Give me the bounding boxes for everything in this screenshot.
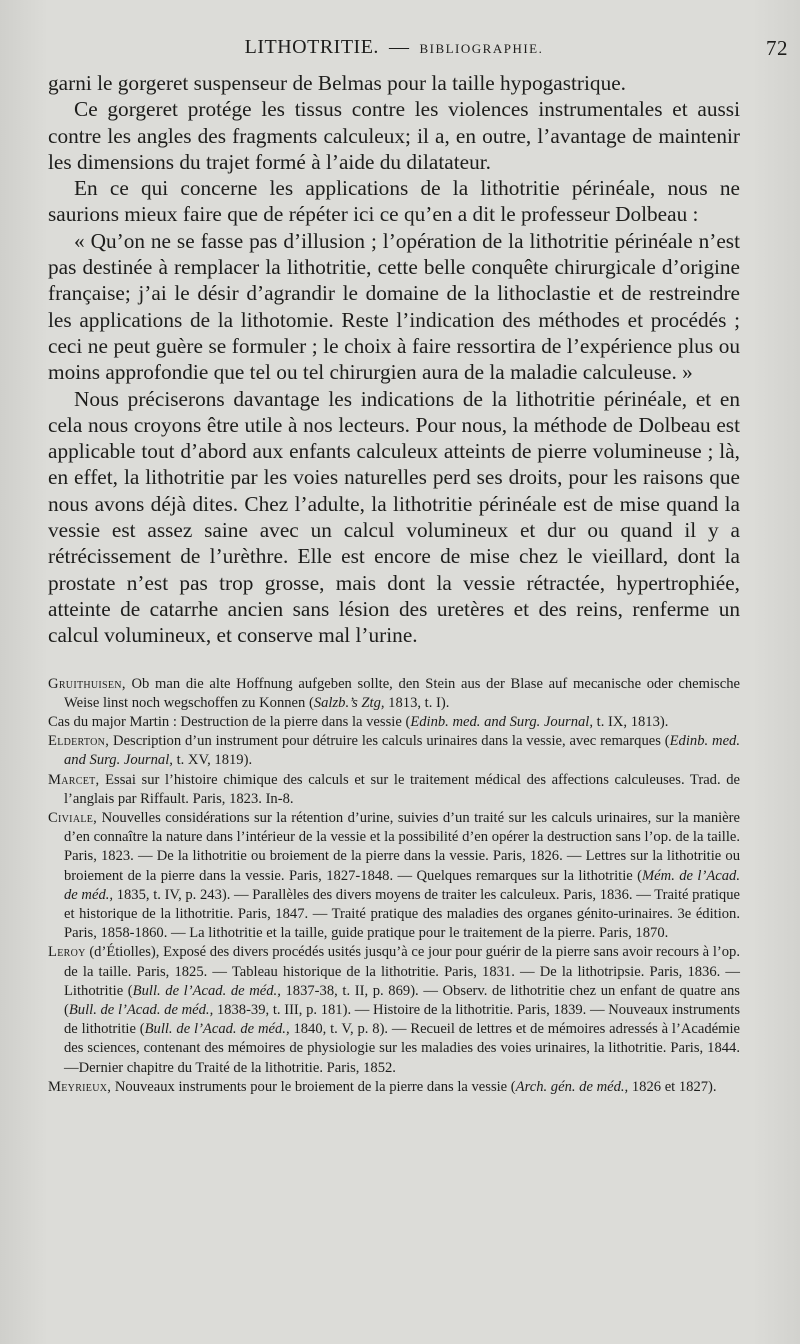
- entry-journal-title: Edinb. med. and Surg. Journal,: [410, 713, 593, 730]
- entry-text: t. XV, 1819).: [172, 752, 253, 769]
- entry-text: 1813, t. I).: [384, 694, 450, 711]
- bibliography-entry: [48, 1078, 740, 1097]
- entry-text: 1840, t. V, p. 8). — Recueil de lettres et de mémoires adressés à l’Académie des sciences, contenant des mémoires de physiologie sur les maladies des voies urinaires, la lithotritie. Paris, 1844. —Dernier chapitre du Traité de la lithotritie. Paris, 1852.: [64, 1021, 740, 1076]
- bibliography-entry: [48, 732, 740, 770]
- bibliography-entry: [48, 675, 740, 713]
- entry-author: Marcet,: [48, 771, 100, 788]
- bibliography-list: [48, 675, 740, 1097]
- running-title: LITHOTRITIE.: [244, 36, 379, 58]
- entry-text: 1826 et 1827).: [628, 1078, 717, 1095]
- paragraph: Ce gorgeret protége les tissus contre les violences instrumentales et aussi contre les angles des fragments calculeux; il a, en outre, l’avantage de maintenir les dimensions du trajet formé à l’aide du dilatateur.: [48, 97, 740, 174]
- bibliography-entry: [48, 943, 740, 1077]
- entry-author: Meyrieux,: [48, 1078, 112, 1095]
- entry-author: Leroy: [48, 944, 86, 961]
- page-number: 72: [766, 36, 788, 60]
- entry-journal-title: Bull. de l’Acad. de méd.,: [144, 1021, 290, 1038]
- running-head: [48, 36, 788, 70]
- entry-journal-title: Salzb.’s Ztg,: [313, 694, 385, 711]
- entry-text: (d’Étiolles), Exposé des divers procédés usités jusqu’à ce jour pour guérir de la pierre sans avoir recours à l’op. de la taille. Paris, 1825. — Tableau historique de la lithotritie. Paris, 1831. — De la lithotripsie. Paris, 1836. — Lithotritie (: [64, 944, 740, 999]
- entry-text: 1835, t. IV, p. 243). — Parallèles des divers moyens de traiter les calculeux. Paris, 1836. — Traité pratique et historique de la lithotritie. Paris, 1847. — Traité pratique des maladies des organes génito-urinaires. 3e édition. Paris, 1858-1860. — La lithotritie et la taille, guide pratique pour le traitement de la pierre. Paris, 1870.: [64, 886, 740, 942]
- entry-text: 1837-38, t. II, p. 869). — Observ. de lithotritie chez un enfant de quatre ans (: [64, 982, 740, 1018]
- main-text: [48, 70, 740, 649]
- entry-author: Gruithuisen,: [48, 675, 126, 692]
- entry-journal-title: Bull. de l’Acad. de méd.,: [68, 1001, 214, 1018]
- bibliography-entry: [48, 771, 740, 809]
- entry-text: Description d’un instrument pour détruire les calculs urinaires dans la vessie, avec remarques (: [109, 733, 670, 750]
- running-dash: —: [388, 36, 410, 58]
- entry-text: 1838-39, t. III, p. 181). — Histoire de la lithotritie. Paris, 1839. — Nouveaux instruments de lithotritie (: [64, 1001, 740, 1038]
- entry-journal-title: Edinb. med. and Surg. Journal,: [64, 733, 740, 769]
- paragraph: En ce qui concerne les applications de la lithotritie périnéale, nous ne saurions mieux faire que de répéter ici ce qu’en a dit le professeur Dolbeau :: [48, 176, 740, 227]
- entry-author: Elderton,: [48, 733, 110, 750]
- entry-text: t. IX, 1813).: [593, 713, 669, 730]
- running-subtitle: BIBLIOGRAPHIE.: [419, 41, 544, 56]
- bibliography-entry: [48, 809, 740, 943]
- bibliography-entry: [48, 713, 740, 732]
- entry-text: Nouvelles considérations sur la rétention d’urine, suivies d’un traité sur les calculs urinaires, sur la manière d’en connaître la nature dans l’intérieur de la vessie et la possibilité d’en opérer la destruction sans l’op. de la taille. Paris, 1823. — De la lithotritie ou broiement de la pierre dans la vessie. Paris, 1826. — Lettres sur la lithotritie ou broiement de la pierre dans la vessie. Paris, 1827-1848. — Quelques remarques sur la lithotritie (: [64, 809, 740, 884]
- entry-text: Ob man die alte Hoffnung aufgeben sollte, den Stein aus der Blase auf mecanische oder chemische Weise linst noch wegschoffen zu Konnen (: [64, 675, 740, 711]
- entry-text: Cas du major Martin : Destruction de la pierre dans la vessie (: [48, 713, 411, 730]
- paragraph: Nous préciserons davantage les indications de la lithotritie périnéale, et en cela nous croyons être utile à nos lecteurs. Pour nous, la méthode de Dolbeau est applicable tout d’abord aux enfants calculeux atteints de pierre volumineuse ; là, en effet, la lithotritie par les voies naturelles perd ses droits, pour les raisons que nous avons déjà dites. Chez l’adulte, la lithotritie périnéale est de mise quand la vessie est assez saine avec un calcul volumineux et dur ou quand il y a rétrécissement de l’urèthre. Elle est encore de mise chez le vieillard, dont la prostate n’est pas trop grosse, mais dont la vessie rétractée, hypertrophiée, atteinte de catarrhe ancien sans lésion des uretères et des reins, renferme un calcul volumineux, et conserve mal l’urine.: [48, 386, 740, 648]
- entry-text: Nouveaux instruments pour le broiement de la pierre dans la vessie (: [111, 1078, 516, 1095]
- paragraph: garni le gorgeret suspenseur de Belmas pour la taille hypogastrique.: [48, 71, 627, 95]
- quotation-paragraph: « Qu’on ne se fasse pas d’illusion ; l’opération de la lithotritie périnéale n’est pas destinée à remplacer la lithotritie, cette belle conquête chirurgicale d’origine française; j’ai le désir d’agrandir le domaine de la lithoclastie et de restreindre les applications de la lithotomie. Reste l’indication des méthodes et procédés ; ceci ne peut guère se formuler ; le choix à faire ressortira de l’expérience plus ou moins approfondie que tel ou tel chirurgien aura de la maladie calculeuse. »: [48, 228, 740, 385]
- entry-journal-title: Arch. gén. de méd.,: [515, 1078, 629, 1095]
- entry-author: Civiale,: [48, 809, 98, 826]
- entry-text: Essai sur l’histoire chimique des calculs et sur le traitement médical des affections calculeuses. Trad. de l’anglais par Riffault. Paris, 1823. In-8.: [64, 771, 740, 807]
- entry-journal-title: Bull. de l’Acad. de méd.,: [132, 982, 281, 999]
- entry-journal-title: Mém. de l’Acad. de méd.,: [64, 867, 740, 903]
